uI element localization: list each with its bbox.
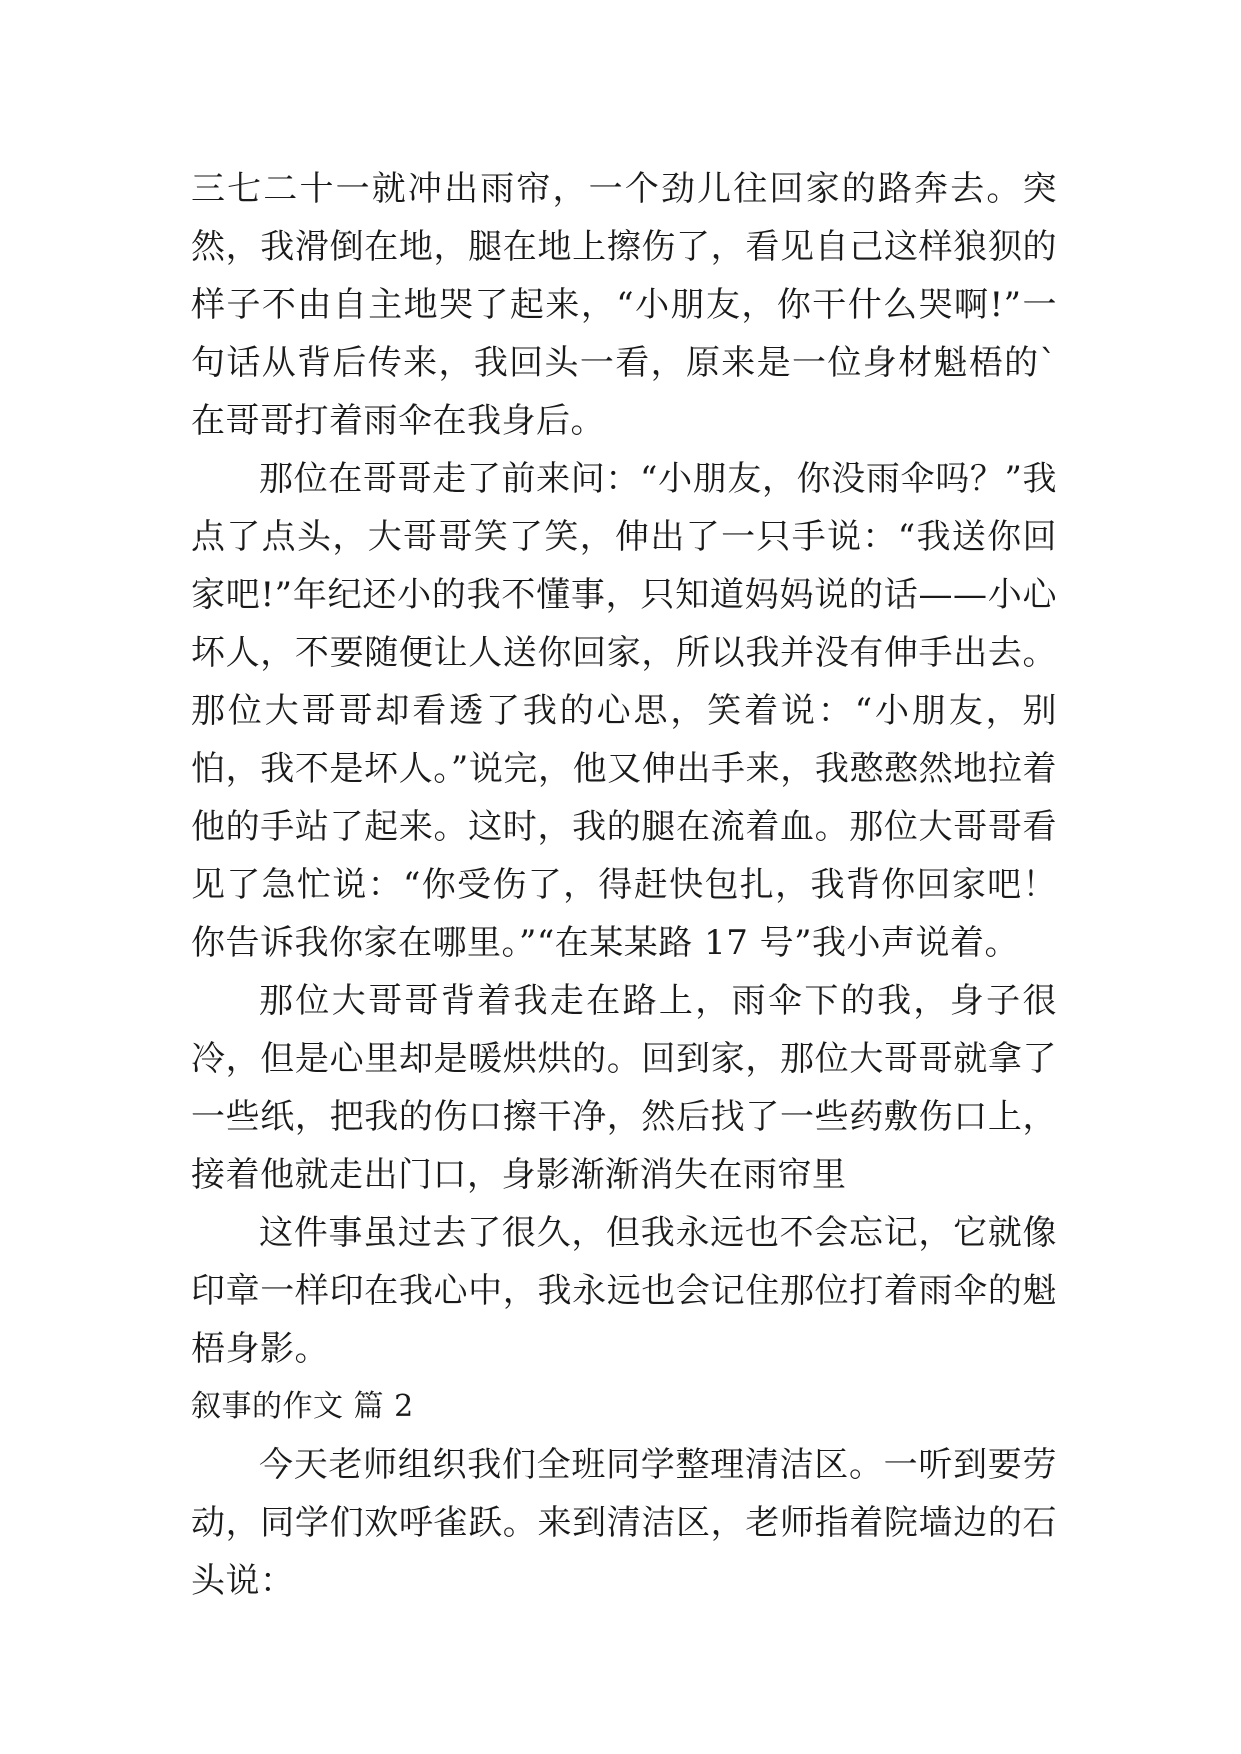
- document-body: [191, 160, 1057, 1610]
- paragraph: 那位在哥哥走了前来问：“小朋友，你没雨伞吗？”我点了点头，大哥哥笑了笑，伸出了一只手说：“我送你回家吧!”年纪还小的我不懂事，只知道妈妈说的话——小心坏人，不要随便让人送你回家，所以我并没有伸手出去。那位大哥哥却看透了我的心思，笑着说：“小朋友，别怕，我不是坏人。”说完，他又伸出手来，我憨憨然地拉着他的手站了起来。这时，我的腿在流着血。那位大哥哥看见了急忙说：“你受伤了，得赶快包扎，我背你回家吧！你告诉我你家在哪里。”“在某某路 17 号”我小声说着。: [191, 459, 1057, 963]
- paragraph: 那位大哥哥背着我走在路上，雨伞下的我，身子很冷，但是心里却是暖烘烘的。回到家，那位大哥哥就拿了一些纸，把我的伤口擦干净，然后找了一些药敷伤口上，接着他就走出门口，身影渐渐消失在雨帘里: [191, 981, 1057, 1195]
- paragraph: 今天老师组织我们全班同学整理清洁区。一听到要劳动，同学们欢呼雀跃。来到清洁区，老师指着院墙边的石头说：: [191, 1445, 1057, 1601]
- paragraph: 这件事虽过去了很久，但我永远也不会忘记，它就像印章一样印在我心中，我永远也会记住那位打着雨伞的魁梧身影。: [191, 1213, 1057, 1369]
- paragraph-continued: 三七二十一就冲出雨帘，一个劲儿往回家的路奔去。突然，我滑倒在地，腿在地上擦伤了，看见自己这样狼狈的样子不由自主地哭了起来，“小朋友，你干什么哭啊!”一句话从背后传来，我回头一看，原来是一位身材魁梧的`在哥哥打着雨伞在我身后。: [191, 169, 1057, 441]
- section-heading: 叙事的作文 篇 2: [191, 1389, 414, 1424]
